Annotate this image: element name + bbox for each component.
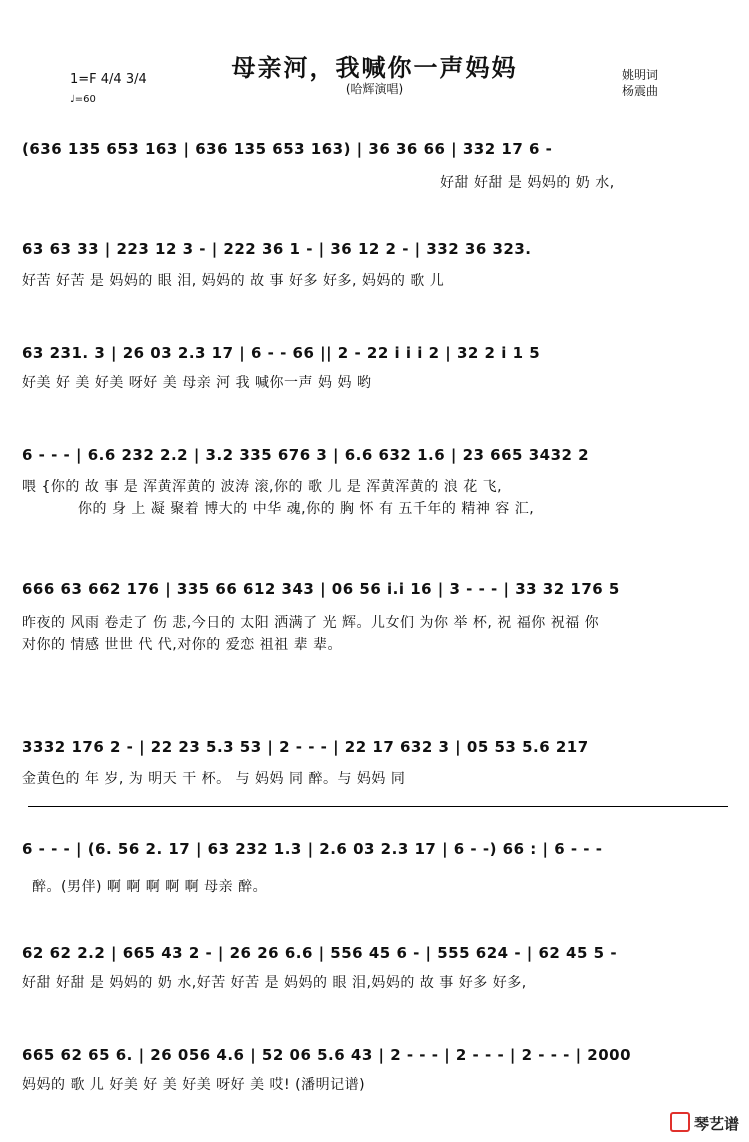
notation-line-1: (636 135 653 163 | 636 135 653 163) | 36 36 66 | 332 17 6 - [22, 140, 553, 158]
notation-line-2: 63 63 33 | 223 12 3 - | 222 36 1 - | 36 12 2 - | 332 36 323. [22, 240, 532, 258]
song-title: 母亲河，我喊你一声妈妈 [231, 53, 518, 82]
notation-line-6: 3332 176 2 - | 22 23 5.3 53 | 2 - - - | 22 17 632 3 | 05 53 5.6 217 [22, 738, 589, 756]
notation-line-7: 6 - - - | (6. 56 2. 17 | 63 232 1.3 | 2.6 03 2.3 17 | 6 - -) 66 : | 6 - - - [22, 840, 603, 858]
notation-line-4: 6 - - - | 6.6 232 2.2 | 3.2 335 676 3 | 6.6 632 1.6 | 23 665 3432 2 [22, 446, 590, 464]
notation-line-9: 665 62 65 6. | 26 056 4.6 | 52 06 5.6 43 | 2 - - - | 2 - - - | 2 - - - | 2000 [22, 1046, 632, 1064]
lyric-line-9: 妈妈的 歌 儿 好美 好 美 好美 呀好 美 哎! (潘明记谱) [22, 1077, 366, 1093]
volta-bracket-line [28, 806, 728, 807]
lyric-line-8: 好甜 好甜 是 妈妈的 奶 水,好苦 好苦 是 妈妈的 眼 泪,妈妈的 故 事 好多 好多, [22, 975, 527, 991]
tempo-mark: ♩=60 [70, 94, 96, 105]
lyric-line-3: 好美 好 美 好美 呀好 美 母亲 河 我 喊你一声 妈 妈 哟 [22, 375, 372, 391]
lyric-line-5a: 昨夜的 风雨 卷走了 伤 悲,今日的 太阳 洒满了 光 辉。儿女们 为你 举 杯, 祝 福你 祝福 你 [22, 615, 600, 631]
logo-icon [670, 1112, 690, 1132]
brand-name: 琴艺谱 [693, 1115, 739, 1133]
lyric-line-1: 好甜 好甜 是 妈妈的 奶 水, [440, 175, 615, 191]
composer-credit: 杨震曲 [622, 84, 659, 98]
lyric-line-2: 好苦 好苦 是 妈妈的 眼 泪, 妈妈的 故 事 好多 好多, 妈妈的 歌 儿 [22, 273, 445, 289]
lyricist-credit: 姚明词 [622, 68, 659, 82]
lyric-line-4a: 喂 {你的 故 事 是 浑黄浑黄的 波涛 滚,你的 歌 儿 是 浑黄浑黄的 浪 花 飞, [22, 479, 503, 495]
key-signature: 1=F 4/4 3/4 [70, 72, 147, 87]
lyric-line-7: 醉。(男伴) 啊 啊 啊 啊 啊 母亲 醉。 [32, 879, 268, 895]
notation-line-8: 62 62 2.2 | 665 43 2 - | 26 26 6.6 | 556 45 6 - | 555 624 - | 62 45 5 - [22, 944, 618, 962]
lyric-line-4b: 你的 身 上 凝 聚着 博大的 中华 魂,你的 胸 怀 有 五千年的 精神 容 汇, [78, 501, 535, 517]
lyric-line-6: 金黄色的 年 岁, 为 明天 干 杯。 与 妈妈 同 醉。与 妈妈 同 [22, 771, 406, 787]
lyric-line-5b: 对你的 情感 世世 代 代,对你的 爱恋 祖祖 辈 辈。 [22, 637, 343, 653]
notation-line-3: 63 231. 3 | 26 03 2.3 17 | 6 - - 66 || 2 - 22 i i i 2 | 32 2 i 1 5 [22, 344, 541, 362]
singer-credit: (哈辉演唱) [345, 82, 404, 96]
brand-logo [670, 1112, 739, 1134]
notation-line-5: 666 63 662 176 | 335 66 612 343 | 06 56 i.i 16 | 3 - - - | 33 32 176 5 [22, 580, 620, 598]
